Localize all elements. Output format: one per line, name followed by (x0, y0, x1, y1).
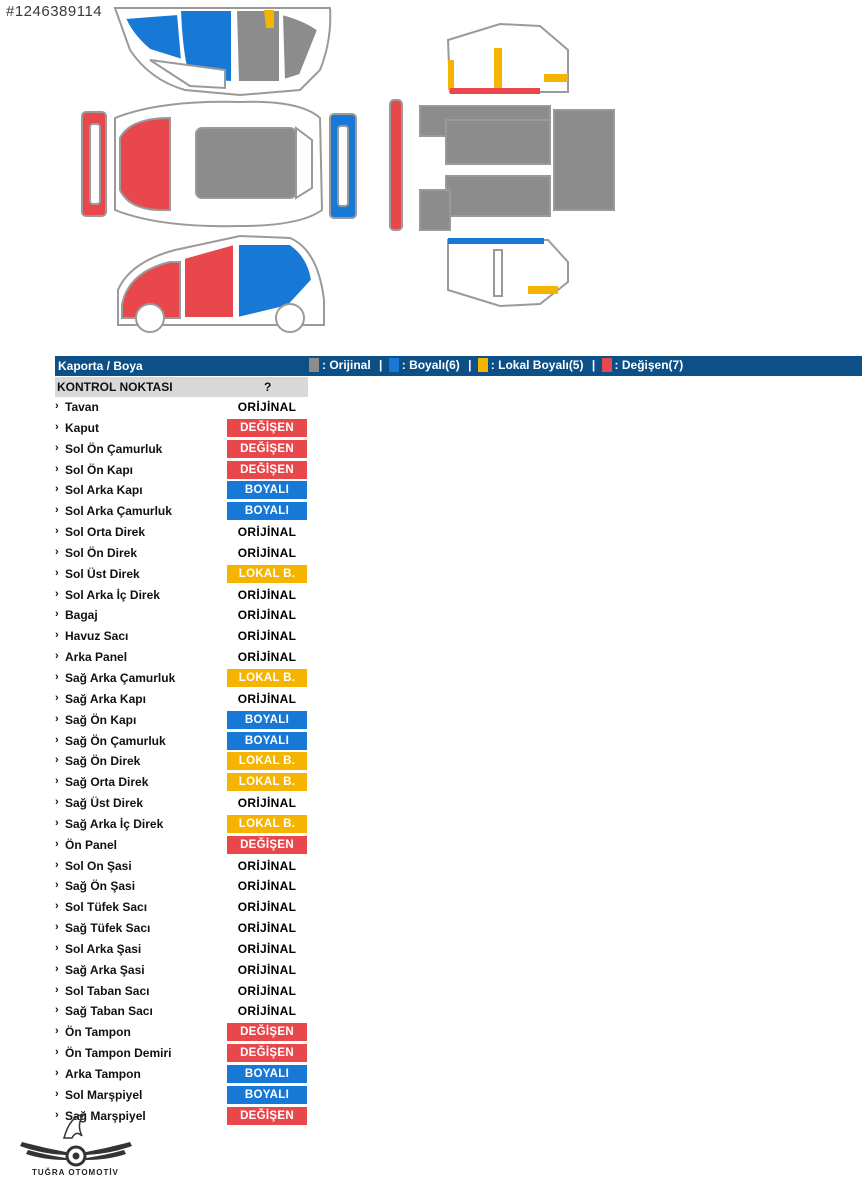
status-badge: ORİJİNAL (237, 796, 297, 811)
table-row[interactable] (55, 1001, 308, 1022)
chevron-right-icon: › (55, 545, 59, 558)
legend-swatch-lokal (478, 358, 488, 372)
table-row[interactable] (55, 960, 308, 981)
part-name: Sağ Orta Direk (65, 775, 149, 790)
table-row[interactable] (55, 1043, 308, 1064)
status-badge: ORİJİNAL (237, 983, 297, 998)
table-row[interactable] (55, 480, 308, 501)
status-badge: LOKAL B. (227, 669, 307, 687)
chevron-right-icon: › (55, 941, 59, 954)
section-title: Kaporta / Boya (58, 359, 143, 373)
status-badge: ORİJİNAL (237, 629, 297, 644)
chevron-right-icon: › (55, 983, 59, 996)
table-row[interactable] (55, 731, 308, 752)
table-row[interactable] (55, 793, 308, 814)
chevron-right-icon: › (55, 962, 59, 975)
status-badge: DEĞİŞEN (227, 1107, 307, 1125)
status-badge: ORİJİNAL (237, 858, 297, 873)
part-name: Sağ Ön Kapı (65, 712, 137, 727)
legend-label-boyali: : Boyalı(6) (401, 358, 460, 372)
part-name: Sol Arka İç Direk (65, 587, 160, 602)
status-badge: ORİJİNAL (237, 879, 297, 894)
chevron-right-icon: › (55, 796, 59, 809)
chevron-right-icon: › (55, 1046, 59, 1059)
part-name: Havuz Sacı (65, 629, 129, 644)
part-name: Sol Ön Kapı (65, 462, 134, 477)
table-row[interactable] (55, 647, 308, 668)
chevron-right-icon: › (55, 483, 59, 496)
status-badge: DEĞİŞEN (227, 419, 307, 437)
part-name: Sol Arka Çamurluk (65, 504, 172, 519)
part-name: Sol Arka Kapı (65, 483, 143, 498)
part-name: Ön Tampon Demiri (65, 1046, 172, 1061)
chevron-right-icon: › (55, 670, 59, 683)
status-badge: LOKAL B. (227, 773, 307, 791)
part-name: Ön Panel (65, 837, 118, 852)
underbody-view (390, 24, 614, 306)
part-name: Sağ Üst Direk (65, 796, 144, 811)
legend-separator: | (468, 358, 472, 372)
table-row[interactable] (55, 522, 308, 543)
chevron-right-icon: › (55, 837, 59, 850)
chevron-right-icon: › (55, 629, 59, 642)
color-legend (309, 358, 685, 372)
car-damage-diagram (0, 0, 862, 340)
status-badge: DEĞİŞEN (227, 836, 307, 854)
status-badge: ORİJİNAL (237, 962, 297, 977)
part-name: Sağ Arka Kapı (65, 691, 146, 706)
chevron-right-icon: › (55, 1087, 59, 1100)
part-name: Sol Arka Şasi (65, 941, 142, 956)
logo-text: TUĞRA OTOMOTİV (32, 1168, 119, 1177)
chevron-right-icon: › (55, 441, 59, 454)
part-name: Bagaj (65, 608, 98, 623)
table-row[interactable] (55, 585, 308, 606)
right-side-view (115, 8, 330, 95)
chevron-right-icon: › (55, 1025, 59, 1038)
part-name: Arka Panel (65, 650, 128, 665)
chevron-right-icon: › (55, 1004, 59, 1017)
table-row[interactable] (55, 751, 308, 772)
part-name: Sol Taban Sacı (65, 983, 150, 998)
table-row[interactable] (55, 418, 308, 439)
part-name: Sol Tüfek Sacı (65, 900, 148, 915)
part-name: Ön Tampon (65, 1025, 131, 1040)
status-badge: ORİJİNAL (237, 525, 297, 540)
status-badge: ORİJİNAL (237, 587, 297, 602)
table-row[interactable] (55, 564, 308, 585)
inspection-table (55, 397, 308, 1127)
status-badge: BOYALI (227, 1086, 307, 1104)
chevron-right-icon: › (55, 733, 59, 746)
part-name: Sağ Arka İç Direk (65, 816, 164, 831)
chevron-right-icon: › (55, 400, 59, 412)
part-name: Sol Orta Direk (65, 525, 146, 540)
chevron-right-icon: › (55, 420, 59, 433)
part-name: Tavan (65, 400, 99, 414)
chevron-right-icon: › (55, 754, 59, 767)
status-badge: ORİJİNAL (237, 545, 297, 560)
table-row[interactable] (55, 501, 308, 522)
table-row[interactable] (55, 876, 308, 897)
status-badge: LOKAL B. (227, 815, 307, 833)
chevron-right-icon: › (55, 858, 59, 871)
chevron-right-icon: › (55, 712, 59, 725)
part-name: Sağ Marşpiyel (65, 1108, 146, 1123)
table-row[interactable] (55, 710, 308, 731)
part-name: Sağ Ön Çamurluk (65, 733, 166, 748)
table-row[interactable] (55, 981, 308, 1002)
part-name: Kaput (65, 420, 99, 435)
chevron-right-icon: › (55, 462, 59, 475)
table-row[interactable] (55, 856, 308, 877)
chevron-right-icon: › (55, 775, 59, 788)
column-header-status: ? (264, 380, 272, 394)
status-badge: ORİJİNAL (237, 921, 297, 936)
part-name: Sol Ön Direk (65, 545, 138, 560)
status-badge: DEĞİŞEN (227, 1023, 307, 1041)
table-row[interactable] (55, 460, 308, 481)
status-badge: DEĞİŞEN (227, 1044, 307, 1062)
table-row[interactable] (55, 814, 308, 835)
chevron-right-icon: › (55, 504, 59, 517)
status-badge: ORİJİNAL (237, 400, 297, 414)
legend-swatch-boyali (389, 358, 399, 372)
table-row[interactable] (55, 939, 308, 960)
legend-label-orijinal: : Orijinal (322, 358, 371, 372)
part-name: Sol On Şasi (65, 858, 132, 873)
part-name: Sağ Ön Direk (65, 754, 141, 769)
section-header (55, 356, 862, 376)
status-badge: ORİJİNAL (237, 608, 297, 623)
chevron-right-icon: › (55, 650, 59, 663)
table-row[interactable] (55, 543, 308, 564)
table-row[interactable] (55, 689, 308, 710)
table-row[interactable] (55, 1064, 308, 1085)
chevron-right-icon: › (55, 879, 59, 892)
status-badge: ORİJİNAL (237, 1004, 297, 1019)
status-badge: ORİJİNAL (237, 900, 297, 915)
status-badge: BOYALI (227, 502, 307, 520)
table-row[interactable] (55, 1085, 308, 1106)
status-badge: DEĞİŞEN (227, 461, 307, 479)
listing-id: #1246389114 (6, 3, 103, 20)
legend-swatch-orijinal (309, 358, 319, 372)
legend-separator: | (591, 358, 596, 372)
part-name: Sağ Tüfek Sacı (65, 921, 151, 936)
chevron-right-icon: › (55, 816, 59, 829)
part-name: Sağ Arka Çamurluk (65, 670, 176, 685)
status-badge: BOYALI (227, 711, 307, 729)
table-row[interactable] (55, 397, 308, 418)
status-badge: BOYALI (227, 1065, 307, 1083)
column-header-part: KONTROL NOKTASI (57, 380, 173, 394)
table-row[interactable] (55, 835, 308, 856)
status-badge: ORİJİNAL (237, 691, 297, 706)
legend-label-degisen: : Değişen(7) (614, 358, 684, 372)
chevron-right-icon: › (55, 587, 59, 600)
status-badge: BOYALI (227, 732, 307, 750)
legend-label-lokal: : Lokal Boyalı(5) (490, 358, 584, 372)
part-name: Arka Tampon (65, 1067, 141, 1081)
table-row[interactable] (55, 439, 308, 460)
table-row[interactable] (55, 918, 308, 939)
status-badge: BOYALI (227, 481, 307, 499)
status-badge: LOKAL B. (227, 565, 307, 583)
part-name: Sağ Arka Şasi (65, 962, 145, 977)
left-side-view (118, 236, 324, 332)
table-row[interactable] (55, 772, 308, 793)
part-name: Sol Marşpiyel (65, 1087, 143, 1102)
status-badge: ORİJİNAL (237, 650, 297, 665)
chevron-right-icon: › (55, 525, 59, 538)
chevron-right-icon: › (55, 566, 59, 579)
status-badge: ORİJİNAL (237, 941, 297, 956)
table-row[interactable] (55, 668, 308, 689)
table-row[interactable] (55, 626, 308, 647)
part-name: Sağ Ön Şasi (65, 879, 136, 894)
part-name: Sol Üst Direk (65, 566, 140, 581)
part-name: Sağ Taban Sacı (65, 1004, 153, 1019)
table-header (55, 377, 308, 397)
legend-swatch-degisen (602, 358, 612, 372)
chevron-right-icon: › (55, 608, 59, 621)
chevron-right-icon: › (55, 691, 59, 704)
status-badge: LOKAL B. (227, 752, 307, 770)
chevron-right-icon: › (55, 1067, 59, 1079)
chevron-right-icon: › (55, 900, 59, 913)
chevron-right-icon: › (55, 1108, 59, 1121)
part-name: Sol Ön Çamurluk (65, 441, 163, 456)
table-row[interactable] (55, 897, 308, 918)
status-badge: DEĞİŞEN (227, 440, 307, 458)
legend-separator: | (379, 358, 383, 372)
table-row[interactable] (55, 605, 308, 626)
chevron-right-icon: › (55, 921, 59, 934)
top-view (82, 102, 356, 226)
table-row[interactable] (55, 1022, 308, 1043)
